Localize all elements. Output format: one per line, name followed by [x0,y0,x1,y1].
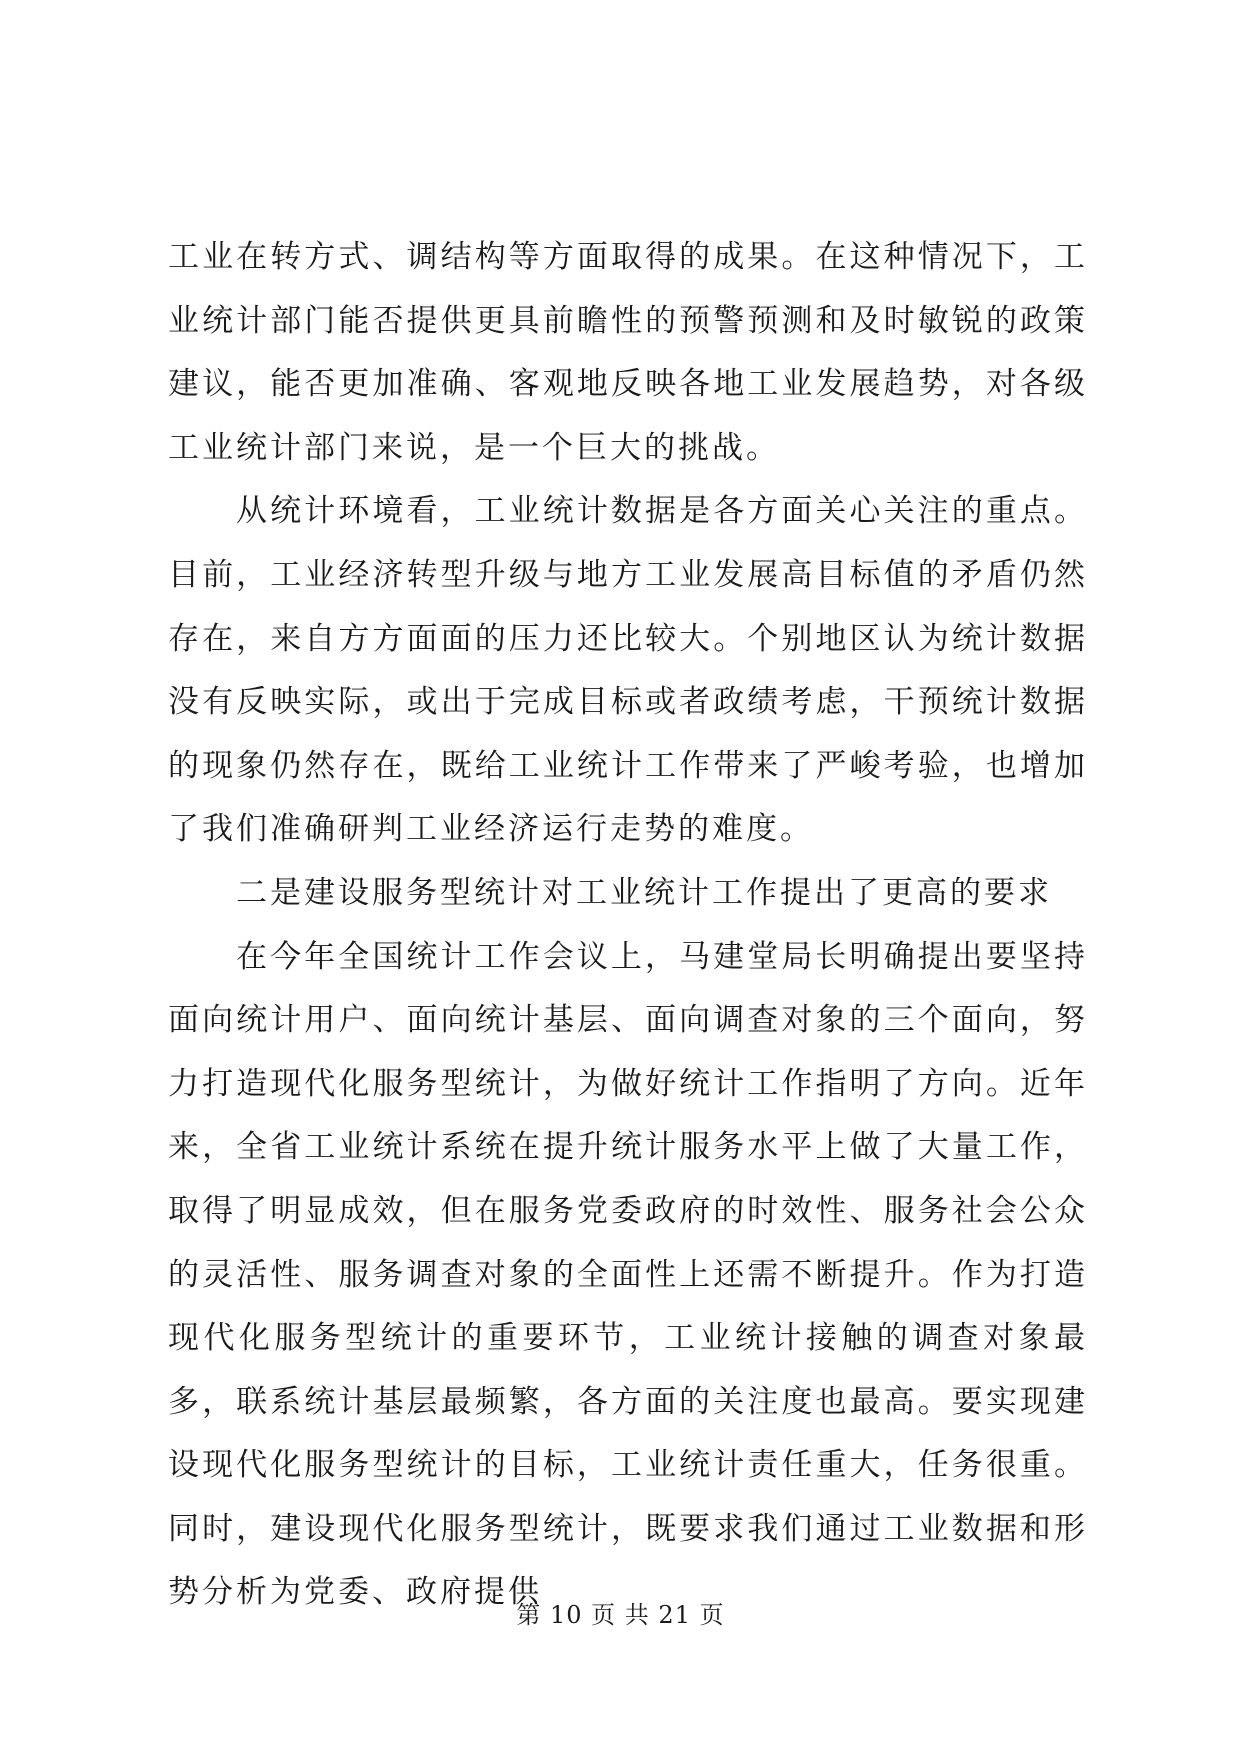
page-number-footer: 第 10 页 共 21 页 [516,1601,725,1629]
section-heading: 二是建设服务型统计对工业统计工作提出了更高的要求 [236,874,1052,911]
paragraph-statistical-environment: 从统计环境看，工业统计数据是各方面关心关注的重点。目前，工业经济转型升级与地方工业发展高目标值的矛盾仍然存在，来自方方面面的压力还比较大。个别地区认为统计数据没有反映实际，或出于完成目标或者政绩考虑，干预统计数据的现象仍然存在，既给工业统计工作带来了严峻考验，也增加了我们准确研判工业经济运行走势的难度。 [168,493,1088,848]
document-body [168,226,1088,1625]
paragraph-service-statistics: 在今年全国统计工作会议上，马建堂局长明确提出要坚持面向统计用户、面向统计基层、面向调查对象的三个面向，努力打造现代化服务型统计，为做好统计工作指明了方向。近年来，全省工业统计系统在提升统计服务水平上做了大量工作，取得了明显成效，但在服务党委政府的时效性、服务社会公众的灵活性、服务调查对象的全面性上还需不断提升。作为打造现代化服务型统计的重要环节，工业统计接触的调查对象最多，联系统计基层最频繁，各方面的关注度也最高。要实现建设现代化服务型统计的目标，工业统计责任重大，任务很重。同时，建设现代化服务型统计，既要求我们通过工业数据和形势分析为党委、政府提供 [168,938,1088,1611]
paragraph-continuation: 工业在转方式、调结构等方面取得的成果。在这种情况下，工业统计部门能否提供更具前瞻性的预警预测和及时敏锐的政策建议，能否更加准确、客观地反映各地工业发展趋势，对各级工业统计部门来说，是一个巨大的挑战。 [168,239,1088,466]
